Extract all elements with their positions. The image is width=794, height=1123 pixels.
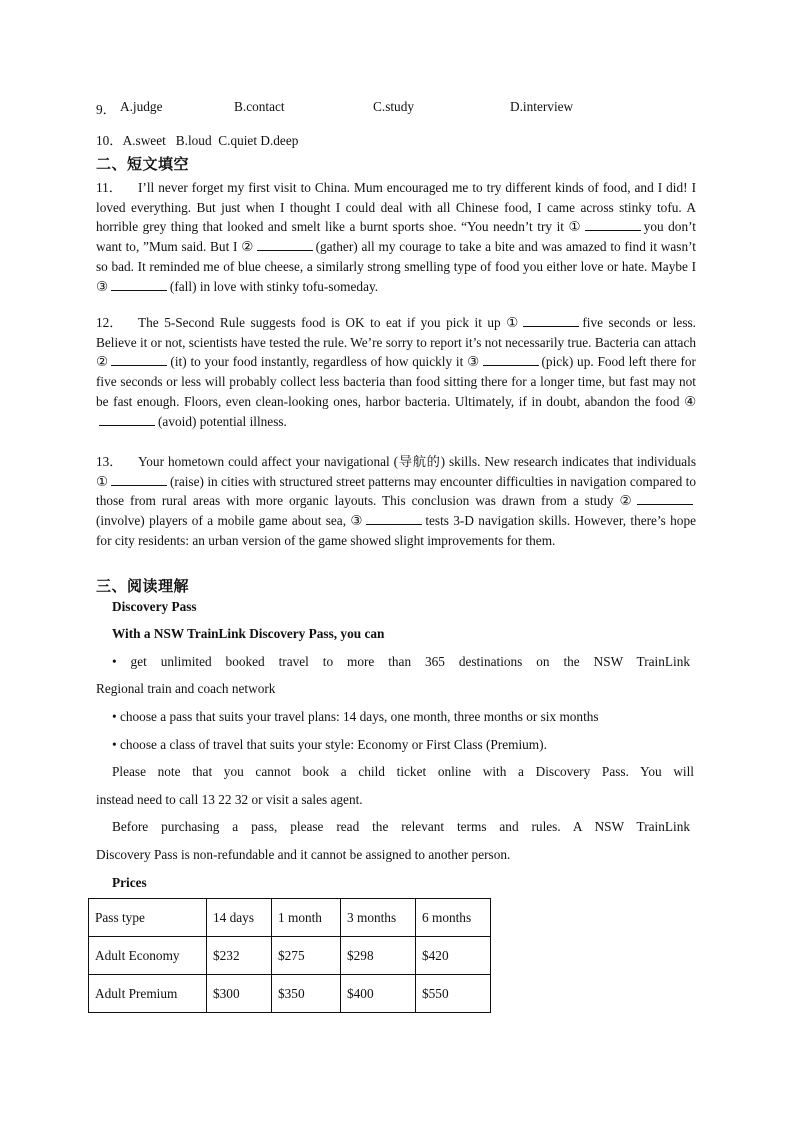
reading-subtitle: With a NSW TrainLink Discovery Pass, you can	[112, 626, 385, 641]
passage-11-number: 11．	[96, 180, 123, 195]
question-10: 10．A.sweet B.loud C.quiet D.deep	[96, 133, 299, 148]
section-heading-fill-in: 二、短文填空	[96, 155, 190, 173]
question-9-number: 9．	[96, 102, 116, 117]
table-cell: Adult Premium	[89, 975, 207, 1013]
table-cell: Adult Economy	[89, 937, 207, 975]
table-header-cell: 6 months	[416, 899, 491, 937]
answer-blank[interactable]	[111, 278, 167, 291]
passage-11: 11． I’ll never forget my first visit to China. Mum encouraged me to try different kinds of food, and I did! I loved everything. But just when I thought I could deal with all Chinese food, I came across stinky tofu. A horrible grey thing that looked and smelt like a burnt sports shoe. “You needn’t try it ① you don’t want to, ”Mum said. But I ② (gather) all my courage to take a bite and was amazed to find it wasn’t so bad. It reminded me of blue cheese, a similarly strong smelling type of food you either love or hate. Maybe I ③ (fall) in love with stinky tofu-someday.	[96, 180, 696, 294]
answer-blank[interactable]	[99, 413, 155, 426]
bullet-1-line-1: • get unlimited booked travel to more than 365 destinations on the NSW TrainLink	[112, 654, 690, 669]
answer-blank[interactable]	[257, 238, 313, 251]
passage-13: 13． Your hometown could affect your navigational (导航的) skills. New research indicates that individuals ① (raise) in cities with structured street patterns may encounter difficulties in navigation compared to those from rural areas with more organic layouts. This conclusion was drawn from a study ②(involve) players of a mobile game about sea, ③ tests 3-D navigation skills. However, there’s hope for city residents: an urban version of the game showed slight improvements for them.	[96, 454, 696, 548]
option-d: D.interview	[510, 99, 574, 114]
answer-blank[interactable]	[585, 218, 641, 231]
note-2-line-2: Discovery Pass is non-refundable and it cannot be assigned to another person.	[96, 847, 511, 862]
passage-13-number: 13．	[96, 454, 123, 469]
table-cell: $298	[341, 937, 416, 975]
table-header-cell: 14 days	[207, 899, 272, 937]
answer-blank[interactable]	[637, 492, 693, 505]
reading-title: Discovery Pass	[112, 599, 197, 614]
option-b: B.contact	[234, 99, 285, 114]
note-2-line-1: Before purchasing a pass, please read the relevant terms and rules. A NSW TrainLink	[112, 819, 690, 834]
section-heading-reading: 三、阅读理解	[96, 577, 190, 595]
table-header-cell: Pass type	[89, 899, 207, 937]
answer-blank[interactable]	[111, 473, 167, 486]
table-cell: $275	[272, 937, 341, 975]
bullet-1-line-2: Regional train and coach network	[96, 681, 276, 696]
table-row	[89, 937, 491, 975]
answer-blank[interactable]	[111, 353, 167, 366]
answer-blank[interactable]	[366, 512, 422, 525]
table-cell: $300	[207, 975, 272, 1013]
table-header-cell: 1 month	[272, 899, 341, 937]
table-cell: $550	[416, 975, 491, 1013]
table-header-cell: 3 months	[341, 899, 416, 937]
note-1-line-2: instead need to call 13 22 32 or visit a sales agent.	[96, 792, 363, 807]
passage-12: 12． The 5-Second Rule suggests food is OK to eat if you pick it up ① five seconds or less. Believe it or not, scientists have tested the rule. We’re sorry to report it’s not necessarily true. Bacteria can attach ② (it) to your food instantly, regardless of how quickly it ③ (pick) up. Food left there for five seconds or less will probably collect less bacteria than food sitting there for a longer time, but fast may not be fast enough. Floors, even clean-looking ones, harbor bacteria. Ultimately, if in doubt, abandon the food ④(avoid) potential illness.	[96, 315, 697, 429]
note-1-line-1: Please note that you cannot book a child ticket online with a Discovery Pass. You will	[112, 764, 694, 779]
prices-table	[88, 898, 491, 1013]
table-cell: $400	[341, 975, 416, 1013]
table-cell: $420	[416, 937, 491, 975]
table-row	[89, 975, 491, 1013]
bullet-2: • choose a pass that suits your travel plans: 14 days, one month, three months or six months	[112, 709, 599, 724]
table-cell: $350	[272, 975, 341, 1013]
bullet-3: • choose a class of travel that suits your style: Economy or First Class (Premium).	[112, 737, 547, 752]
table-header-row	[89, 899, 491, 937]
option-c: C.study	[373, 99, 415, 114]
passage-12-number: 12．	[96, 315, 123, 330]
table-cell: $232	[207, 937, 272, 975]
prices-label: Prices	[112, 875, 147, 890]
option-a: A.judge	[120, 99, 163, 114]
answer-blank[interactable]	[483, 353, 539, 366]
answer-blank[interactable]	[523, 314, 579, 327]
